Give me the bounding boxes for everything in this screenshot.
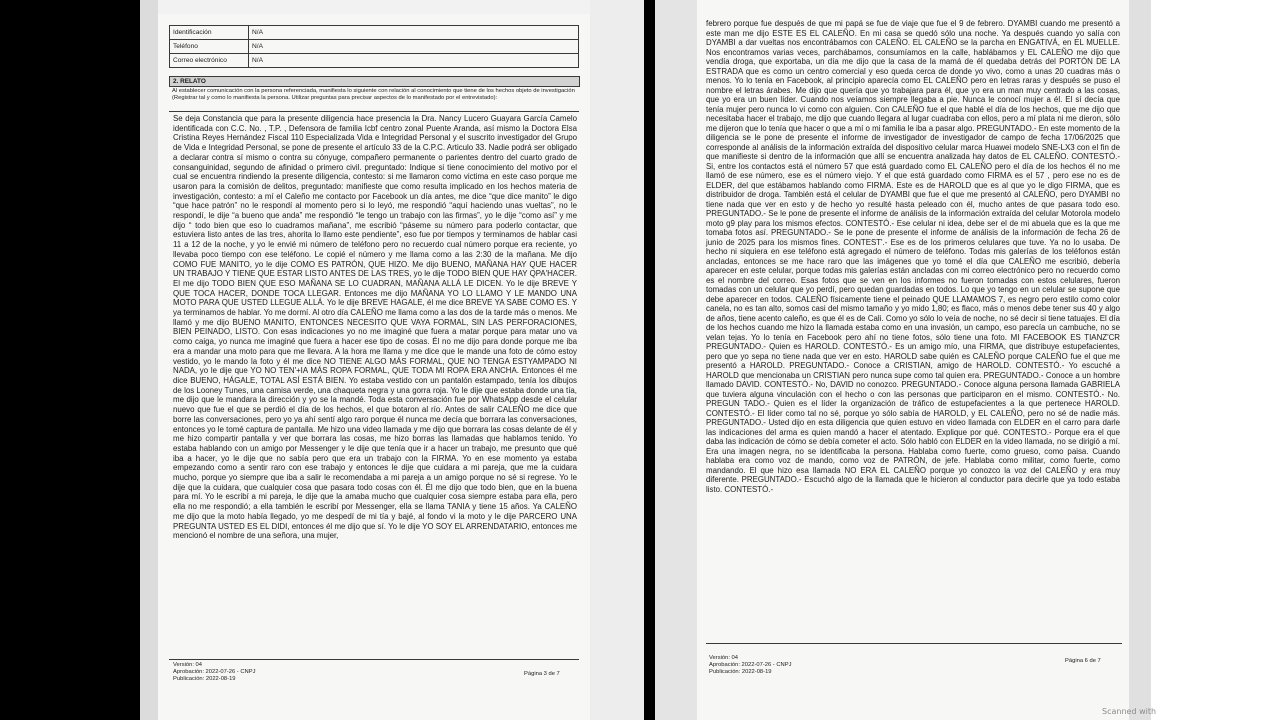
document-page-3 [158,0,590,720]
paragraph: febrero porque fue después de que mi papá se fue de viaje que fue el 9 de febrero. DYAMBI cuando me presentó a este man me dijo ESTE ES EL CALEÑO. En mi casa se quedó sólo una noche. Ya después cuando yo salía con DYAMBI a dar vueltas nos encontrábamos con CALEÑO. EL CALEÑO se la parcha en ENGATIVÁ, en EL MUELLE. Nos encontramos varias veces, parchábamos, consumíamos en la calle, hablábamos y EL CALEÑO me dijo que vendía droga, que exportaba, un día me dijo que la casa de la mamá de él quedaba detrás del PORTÓN DE LA ESTRADA que es como un centro comercial y eso queda cerca de donde yo vivo, como a unas 20 cuadras más o menos. Yo lo tenía en Facebook, al principio aparecía como EL CALEÑO pero en letras raras y después se puso el nombre el letras árabes. Me dijo que quería que yo trabajara para él, que yo era un man muy centrado a las cosas, que yo era un buen líder. Cuando nos veíamos siempre llegaba a pie. Nunca le conocí mujer a él. El sí decía que tenía mujer pero nunca lo vi como con alguien. Con CALEÑO fue el que hablé el día de los hechos, que me dijo que necesitaba hacer el trabajo, me dijo que cuando llegara al lugar cuadraba con ellos, pero a mí plata ni me dieron, sólo me dijeron que lo tenía que hacer o que a mí o mi familia le iba a pasar algo. PREGUNTADO.- En este momento de la diligencia se le pone de presente el informe de investigador de investigador de campo de fecha 17/06/2025 que corresponde al análisis de la información extraída del dispositivo celular marca Huawei modelo SNE-LX3 con el fin de que manifieste si dentro de la información que allí se encuentra analizada hay datos de EL CALEÑO. CONTESTÓ.- Si, entre los contactos está el número 57 que está guardado como EL CALEÑO pero el día de los hechos él no me llamó de ese número, ese es el número viejo. Y el que está guardado como FIRMA es el 57 , pero ese no es de ELDER, del que estábamos hablando como FIRMA. Este es de HAROLD que es al que yo le digo FIRMA, que es distribuidor de droga. También está el celular de DYAMBI que fue el que me presentó al CALEÑO, pero DYAMBI no tiene nada que ver en esto y de hecho yo resulté hasta peleado con él, mucho antes de que pasara todo eso. PREGUNTADO.- Se le pone de presente el informe de análisis de la información extraída del celular Motorola modelo moto g9 play para los mismos efectos. CONTESTÓ.- Ese celular ni idea, debe ser el de mi abuela que es la que me tomaba fotos así. PREGUNTADO.- Se le pone de presente el informe de análisis de la información de fecha 26 de junio de 2025 para los mismos fines. CONTEST'.- Ese es de los primeros celulares que tuve. Ya no lo usaba. De hecho ni siquiera en ese teléfono está agregado el número de teléfono. Todas mis galerías de los teléfonos están ancladas, entonces se me hace raro que las imágenes que yo tomé el día que CALEÑO me escribió, debería aparecer en este celular, porque todas mis galerías están ancladas con mi correo electrónico pero no recuerdo como es el nombre del correo. Esas fotos que se ven en los informes no fueron tomadas con estos celulares, fueron tomadas con un celular que yo perdí, pero quedan guardadas en todos. Lo que yo tengo en un celular se supone que debe aparecer en todos. CALEÑO físicamente tiene el peinado QUE LLAMAMOS 7, es negro pero estilo como color canela, no es tan alto, somos casi del mismo tamaño y yo mido 1,80; es flaco, más o menos debe tener sus 40 y algo de años, tiene acento caleño, es que él es de Cali. Como yo sólo lo veía de noche, no sé decir si tiene tatuajes. El día de los hechos cuando me hizo la llamada estaba como en una invasión, un campo, eso parecía un cambuche, no se velan tejas. Yo lo tenía en Facebook pero ahí no tiene fotos, sólo tiene una foto. MI FACEBOOK ES TIANZ'CR PREGUNTADO.- Quien es HAROLD. CONTESTÓ.- Es un amigo mío, una FIRMA, que distribuye estupefacientes, pero que yo sepa no tiene nada que ver en esto. HAROLD sabe quién es CALEÑO porque CALEÑO fue el que me presentó a HAROLD. PREGUNTADO.- Conoce a CRISTIAN, amigo de HAROLD. CONTESTÓ.- Yo escuché a HAROLD que mencionaba un CRISTIAN pero nunca supe como tal quien era. PREGUNTADO.- Conoce a un hombre llamado DAVID. CONTESTÓ.- No, DAVID no conozco. PREGUNTADO.- Conoce alguna persona llamada GABRIELA que tuviera alguna vinculación con el hecho o con las personas que participaron en el mismo. CONTESTÓ.- No. PREGUN TADO.- Quien es el líder la organización de tráfico de estupefacientes a la que pertenece HAROLD. CONTESTÓ.- El líder como tal no sé, porque yo sólo sabía de HAROLD, y EL CALEÑO, pero no sé de nadie más. PREGUNTADO.- Usted dijo en esta diligencia que quien estuvo en video llamada con ELDER en el carro para darle las indicaciones del arma es quien mandó a hacer el atentado. Explique por qué. CONTESTO.- Porque era el que daba las indicación de cómo se debía cometer el acto. Sólo habló con ELDER en la video llamada, no se dirigió a mí. Era una imagen negra, no se identificaba la persona. Hablaba como fuerte, como grueso, como paisa. Cuando hablaba era como voz de mando, como voz de PATRÓN, de jefe. Hablaba como militar, como fuerte, como mandando. El que hizo esa llamada NO ERA EL CALEÑO porque yo conozco la voz del CALEÑO y era muy diferente. PREGUNTADO.- Escuchó algo de la llamada que le hicieron al conductor para decirle que ya todo estaba listo. CONTESTÓ.- [706,19,1120,494]
field-value: N/A [249,26,579,40]
section-heading: 2. RELATO [169,76,580,87]
gutter-right [655,0,697,720]
field-label: Correo electrónico [170,54,249,68]
paragraph: Se deja Constancia que para la presente diligencia hace presencia la Dra. Nancy Lucero Guayara García Camelo identificada con C.C. No. , T.P. , Defensora de familia Icbf centro zonal Puente Aranda, así mismo la Doctora Elsa Cristina Reyes Hernández Fiscal 110 Especializada Vida e Integridad Personal y el suscrito investigador del Grupo de Vida e Integridad Personal, se pone de presente el artículo 33 de la C.P.C. Articulo 33. Nadie podrá ser obligado a declarar contra sí mismo o contra su cónyuge, compañero permanente o parientes dentro del cuarto grado de consanguinidad, segundo de afinidad o primero civil. preguntado: Indique si tiene conocimiento del motivo por el cual se encuentra rindiendo la presente diligencia, contesto: si me llamaron como victima en este caso porque me usaron para la comisión de delitos, preguntado: manifieste que como resulta implicado en los hechos materia de investigación, contesto: a mí el Caleño me contacto por Facebook un día antes, me dice “que dice manito” le digo “que hace patrón” no le respondí al momento pero si lo leyó, me respondió “aquí haciendo unas vueltas”, no le respondí, le dije “a bueno que anda” me respondió “le tengo un trabajo con las firmas”, yo le dije “como así” y me dijo “ todo bien que eso lo cuadramos mañana”, me escribió “páseme su número para poderlo contactar, que estuviera listo antes de las tres, ahorita lo llamo este pendiente”, eso fue por tiempos y terminamos de hablar casi 11 a 12 de la noche, y yo le envié mi número de teléfono pero no recuerdo cual número porque era reciente, yo llevaba poco tiempo con ese teléfono. Le copié el número y me llama como a las 2:30 de la mañana. Me dijo COMO FUE MANITO, yo le dije COMO ES PATRÓN, QUE HIZO. Me dijo BUENO, MAÑANA HAY QUE HACER UN TRABAJO Y TIENE QUE ESTAR LISTO ANTES DE LAS TRES, yo le dije TODO BIEN QUE HAY QPA'HACER. El me dijo TODO BIEN QUE ESO MAÑANA SE LO CUADRAN, MAÑANA ALLÁ LE DICEN. Yo le dije BREVE Y QUE TOCA HACER, DONDE TOCA LLEGAR. Entonces me dijo MAÑANA YO LO LLAMO Y LE MANDO UNA MOTO PARA QUE USTED LLEGUE ALLÁ. Yo le dije BREVE HAGALE, él me dice BREVE YA SABE COMO ES. Y ya terminamos de hablar. Yo me dormí. Al otro día CALEÑO me llama como a las dos de la tarde más o menos. Me llamó y me dijo BUENO MANITO, ENTONCES NECESITO QUE VAYA FORMAL, SIN LAS PERFORACIONES, BIEN PEINADO, LISTO. Con esas indicaciones yo no me imaginé que fuera a matar porque para matar uno va como caiga, yo nunca me imaginé que fuera a hacer ese tipo de cosas. Él no me dijo para donde porque me iba era a mandar una moto para que me llevara. A la hora me llama y me dice que le mande una foto de cómo estoy vestido, yo le mando la foto y él me dice NO TIENE ALGO MÁS FORMAL, QUE NO TENGA ESTYAMPADO NI NADA, yo le dije que YO NO TEN'+IA MÁS ROPA FORMAL, QUE TODA MI ROPA ERA ANCHA. Entonces él me dice BUENO, HÁGALE, TOTAL ASÍ ESTÁ BIEN. Yo estaba vestido con un pantalón estampado, tenía los dibujos de los Looney Tunes, una camisa verde, una chaqueta negra y una gorra roja. Yo le dije que estaba donde una tía, me dijo que le mandara la dirección y yo se la mandé. Toda esta conversación fue por WhatsApp desde el celular nuevo que fue el que se perdió el día de los hechos, el que botaron al río. Antes de salir CALEÑO me dice que borre las conversaciones, pero yo ya ahí sentí algo raro porque él nunca me decía que borrara las conversaciones, entonces yo le tomé captura de pantalla. Me hizo una video llamada y me dijo que borrara las cosas delante de él y me hizo compartir pantalla y ver que borrara las cosas, me hizo borras las llamadas que hablamos tenido. Yo estaba hablando con un amigo por Messenger y le dije que tenía que ir a hacer un trabajo, me presunto que qué iba a hacer, yo le dije que no sabía pero que era un trabajo con la FIRMA. Yo en ese momento ya estaba empezando como a sentir raro con ese trabajo y entonces le dije que cuidara a mi pareja, que me la cuidara mucho, porque yo siempre que iba a salir le recomendaba a mi pareja a un amigo porque no sé si regrese. Yo le dije que la cuidara, que cualquier cosa que pasara todo cosas con él. Él me dijo que todo bien, que en la buena para mí. Yo le escribí a mi pareja, le dije que la amaba mucho que cualquier cosa siempre estaba para ella, pero ella no me respondió; a ella también le escribí por Messenger, ella se llama TANIA y tiene 15 años. Ya CALEÑO me dijo que la moto había llegado, yo me despedí de mi tía y bajé, al fondo vi la moto y le dije PARCERO UNA PREGUNTA USTED ES EL DIDI, entonces él me dijo que sí. Yo le dije YO SOY EL ARRENDATARIO, entonces me mencionó el nombre de una señora, una mujer, [173,114,577,541]
table-row [170,54,579,68]
version-text: Versión: 04 [709,655,739,661]
field-label: Identificación [170,26,249,40]
page-footer-meta [173,662,256,683]
field-value: N/A [249,54,579,68]
approval-text: Aprobación: 2022-07-26 - CNPJ [173,669,256,675]
divider [169,111,579,112]
version-text: Versión: 04 [173,662,203,668]
page-number: Página 6 de 7 [1065,658,1101,664]
divider [706,643,1122,644]
table-row [170,26,579,40]
table-row [170,40,579,54]
testimony-text [173,114,577,541]
right-page-shadow [1129,0,1151,720]
section-instructions: Al establecer comunicación con la persona referenciada, manifiesta lo siguiente con relación al conocimiento que tiene de los hechos objeto de investigación (Registrar tal y como lo manifiesta la persona. Utilizar preguntas para precisar aspectos de lo manifestado por el entrevistado): [172,88,575,101]
document-page-6 [697,0,1129,720]
page-top-margin [158,0,590,14]
page-number: Página 3 de 7 [524,671,560,677]
testimony-text [706,19,1120,494]
background-panel [1151,0,1280,720]
left-page-shadow [140,0,158,720]
page-footer-meta [709,655,792,676]
divider [169,659,579,660]
field-label: Teléfono [170,40,249,54]
scanner-watermark: Scanned with [1102,707,1157,716]
field-value: N/A [249,40,579,54]
publication-text: Publicación: 2022-08-19 [173,676,236,682]
gutter-left [590,0,644,720]
publication-text: Publicación: 2022-08-19 [709,669,772,675]
contact-info-table [169,25,579,68]
approval-text: Aprobación: 2022-07-26 - CNPJ [709,662,792,668]
